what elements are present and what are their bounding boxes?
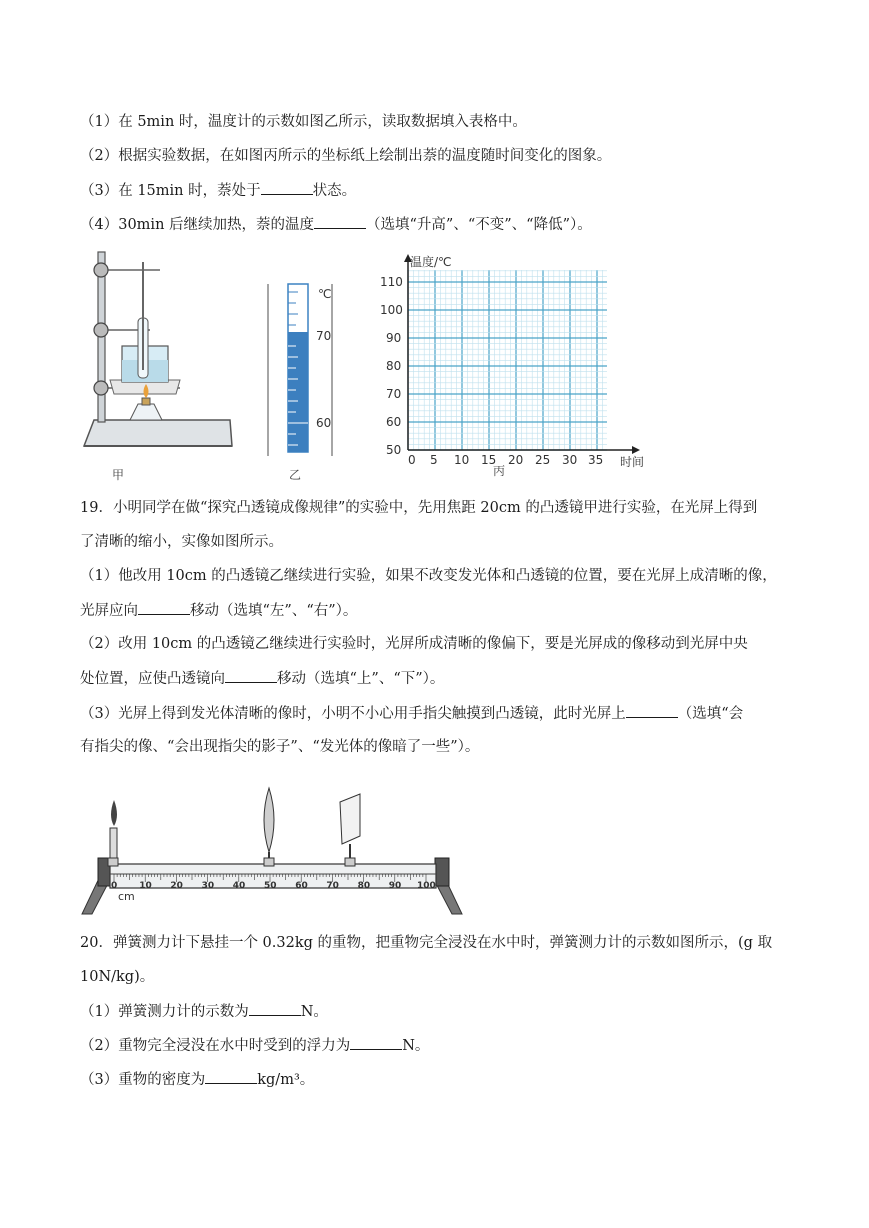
q20-stem-line1: 20．弹簧测力计下悬挂一个 0.32kg 的重物，把重物完全浸没在水中时，弹簧测力计的示数如图所示，(g 取: [80, 935, 773, 951]
bench-tick-label: 20: [170, 881, 183, 891]
thermometer-tick-label: 70: [316, 329, 332, 343]
bench-tick-label: 30: [201, 881, 215, 891]
x-tick-label: 5: [430, 453, 438, 467]
thermometer-tick-label: 60: [316, 416, 332, 430]
x-tick-label: 35: [588, 453, 604, 467]
x-tick-label: 30: [562, 453, 578, 467]
y-tick-label: 80: [386, 359, 402, 373]
q19-stem-line2: 了清晰的缩小，实像如图所示。: [80, 534, 283, 550]
bench-tick-label: 70: [326, 881, 339, 891]
heating-apparatus-figure: [80, 248, 240, 463]
bench-tick-label: 100: [417, 881, 436, 891]
bench-unit: cm: [118, 890, 135, 903]
thermometer-unit: ℃: [318, 287, 332, 301]
thermometer-figure: [260, 280, 340, 460]
bench-tick-label: 10: [139, 881, 152, 891]
q19-part1-line2: 光屏应向 移动（选填“左”、“右”）。: [80, 600, 357, 621]
y-axis-label: 温度/℃: [410, 255, 452, 269]
y-tick-label: 50: [386, 443, 402, 457]
bench-tick-label: 90: [388, 881, 402, 891]
answer-blank[interactable]: [249, 1001, 301, 1016]
x-tick-label: 20: [508, 453, 524, 467]
q18-part1: （1）在 5min 时，温度计的示数如图乙所示，读取数据填入表格中。: [80, 114, 527, 130]
q18-part4: （4）30min 后继续加热，萘的温度 （选填“升高”、“不变”、“降低”）。: [80, 214, 592, 235]
q20-part1: （1）弹簧测力计的示数为 N。: [80, 1001, 328, 1022]
q19-part2-line2: 处位置，应使凸透镜向 移动（选填“上”、“下”）。: [80, 668, 444, 689]
answer-blank[interactable]: [261, 180, 313, 195]
bench-tick-label: 80: [357, 881, 371, 891]
y-tick-label: 70: [386, 387, 402, 401]
bench-tick-label: 0: [111, 881, 118, 891]
q19-part3-line2: 有指尖的像、“会出现指尖的影子”、“发光体的像暗了一些”）。: [80, 739, 480, 755]
q19-part3-line1: （3）光屏上得到发光体清晰的像时，小明不小心用手指尖触摸到凸透镜，此时光屏上 （选填“会: [80, 703, 743, 724]
q18-part3: （3）在 15min 时，萘处于 状态。: [80, 180, 356, 201]
x-tick-label: 0: [408, 453, 416, 467]
x-tick-label: 25: [535, 453, 551, 467]
q18-part2: （2）根据实验数据，在如图丙所示的坐标纸上绘制出萘的温度随时间变化的图象。: [80, 148, 612, 164]
figure-label-jia: 甲: [112, 468, 125, 482]
bench-tick-label: 60: [295, 881, 308, 891]
answer-blank[interactable]: [138, 600, 190, 615]
y-tick-label: 110: [380, 275, 403, 289]
q19-part1-line1: （1）他改用 10cm 的凸透镜乙继续进行实验，如果不改变发光体和凸透镜的位置，要在光屏上成清晰的像，: [80, 568, 777, 584]
q19-stem-line1: 19．小明同学在做“探究凸透镜成像规律”的实验中，先用焦距 20cm 的凸透镜甲进行实验，在光屏上得到: [80, 500, 758, 516]
y-tick-label: 100: [380, 303, 403, 317]
answer-blank[interactable]: [350, 1035, 402, 1050]
optical-bench-figure: [80, 780, 465, 920]
x-tick-label: 10: [454, 453, 470, 467]
answer-blank[interactable]: [205, 1069, 257, 1084]
y-tick-label: 90: [386, 331, 402, 345]
temperature-time-graph: [372, 248, 652, 470]
q20-stem-line2: 10N/kg)。: [80, 969, 155, 985]
answer-blank[interactable]: [225, 668, 277, 683]
figure-label-bing: 丙: [493, 464, 506, 478]
figure-label-yi: 乙: [289, 468, 302, 482]
x-tick-label: 15: [481, 453, 497, 467]
answer-blank[interactable]: [314, 214, 366, 229]
answer-blank[interactable]: [626, 703, 678, 718]
x-axis-label: 时间: [620, 455, 645, 469]
graph-grid: [408, 270, 607, 450]
x-axis-arrow: [632, 446, 640, 454]
q20-part2: （2）重物完全浸没在水中时受到的浮力为 N。: [80, 1035, 429, 1056]
bench-tick-label: 40: [232, 881, 246, 891]
y-tick-label: 60: [386, 415, 402, 429]
bench-tick-label: 50: [264, 881, 277, 891]
q19-part2-line1: （2）改用 10cm 的凸透镜乙继续进行实验时，光屏所成清晰的像偏下，要是光屏成的像移动到光屏中央: [80, 636, 748, 652]
q20-part3: （3）重物的密度为 kg/m³。: [80, 1069, 314, 1090]
